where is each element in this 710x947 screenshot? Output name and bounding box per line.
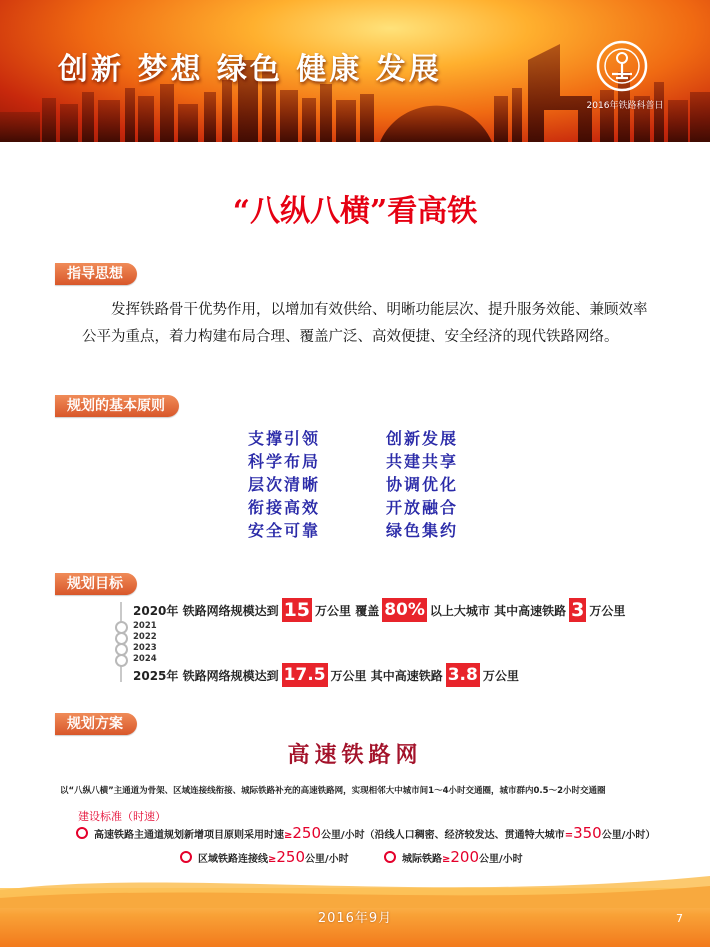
principle-item: 衔接高效 [248, 498, 321, 517]
standard-intercity [384, 848, 523, 866]
section-label-plan: 规划方案 [55, 713, 137, 735]
section-label-goals: 规划目标 [55, 573, 137, 595]
footer-date: 2016年9月 [317, 911, 393, 926]
goal-2020-coverage: 80% [384, 600, 425, 620]
goal-2025-mid1: 万公里 其中高速铁路 [330, 668, 443, 683]
speed-intercity: 200 [450, 848, 480, 866]
header-banner [0, 0, 710, 142]
principle-item: 支撑引领 [248, 429, 321, 448]
principle-item: 创新发展 [386, 429, 459, 448]
timeline-dot [115, 654, 128, 667]
standard-line1-mid: 公里/小时（沿线人口稠密、经济较发达、贯通特大城市 [321, 830, 565, 841]
timeline-year: 2023 [133, 643, 157, 653]
page-title: “八纵八横”看高铁 [232, 194, 478, 229]
plan-description: 以“八纵八横”主通道为骨架、区域连接线衔接、城际铁路补充的高速铁路网，实现相邻大中城市间1～4小时交通圈，城市群内0.5～2小时交通圈 [60, 786, 606, 796]
standard-line2b-suffix: 公里/小时 [479, 854, 523, 865]
banner-slogan: 创新 梦想 绿色 健康 发展 [58, 52, 442, 87]
principle-item: 安全可靠 [248, 521, 321, 540]
standard-line1-prefix: 高速铁路主通道规划新增项目原则采用时速 [94, 830, 284, 841]
principle-item: 协调优化 [386, 475, 459, 494]
page-number: 7 [676, 912, 683, 925]
standard-title: 建设标准（时速） [78, 810, 166, 823]
bullet-ring-icon [76, 827, 88, 839]
goal-2020-suffix: 万公里 [589, 603, 626, 618]
ge-symbol: ≥ [442, 854, 451, 865]
goal-2025 [133, 663, 519, 687]
goal-2020-network-km: 15 [283, 599, 311, 621]
goal-2020-mid2: 以上大城市 其中高速铁路 [429, 603, 567, 618]
logo-caption: 2016年铁路科普日 [586, 101, 664, 111]
speed-megacity: 350 [573, 824, 602, 842]
goal-2020 [133, 598, 625, 622]
standard-main-corridor [76, 824, 655, 842]
speed-regional: 250 [276, 848, 306, 866]
principle-item: 开放融合 [386, 498, 459, 517]
eq-symbol: = [564, 830, 574, 841]
timeline-year: 2024 [133, 654, 157, 664]
goal-2020-hsr-km: 3 [571, 599, 585, 621]
principle-item: 层次清晰 [248, 475, 321, 494]
goal-2025-suffix: 万公里 [482, 668, 519, 683]
ge-symbol: ≥ [284, 830, 293, 841]
standard-line2a-suffix: 公里/小时 [305, 854, 349, 865]
plan-title: 高速铁路网 [287, 743, 423, 768]
goal-2025-network-km: 17.5 [283, 665, 326, 685]
principle-item: 科学布局 [248, 452, 321, 471]
standard-line1-suffix: 公里/小时） [601, 830, 656, 841]
bullet-ring-icon [180, 851, 192, 863]
guiding-paragraph: 发挥铁路骨干优势作用，以增加有效供给、明晰功能层次、提升服务效能、兼顾效率公平为重点，着力构建布局合理、覆盖广泛、高效便捷、安全经济的现代铁路网络。 [82, 302, 648, 345]
principle-item: 绿色集约 [386, 521, 459, 540]
section-label-guiding: 指导思想 [55, 263, 137, 285]
railway-logo-icon [596, 40, 648, 92]
ge-symbol: ≥ [268, 854, 277, 865]
standard-regional-line [180, 848, 349, 866]
goal-2020-mid1: 万公里 覆盖 [315, 603, 380, 618]
goal-2025-prefix: 2025年 铁路网络规模达到 [133, 668, 279, 683]
principle-item: 共建共享 [386, 452, 459, 471]
timeline-year: 2021 [133, 621, 157, 631]
section-label-principles: 规划的基本原则 [55, 395, 179, 417]
standard-line2b-prefix: 城际铁路 [402, 854, 442, 865]
bullet-ring-icon [384, 851, 396, 863]
goal-2020-prefix: 2020年 铁路网络规模达到 [133, 603, 279, 618]
standard-line2a-prefix: 区域铁路连接线 [198, 854, 268, 865]
timeline-year: 2022 [133, 632, 157, 642]
footer-wave-decoration [0, 868, 710, 908]
goal-2025-hsr-km: 3.8 [447, 665, 478, 685]
speed-main: 250 [292, 824, 322, 842]
